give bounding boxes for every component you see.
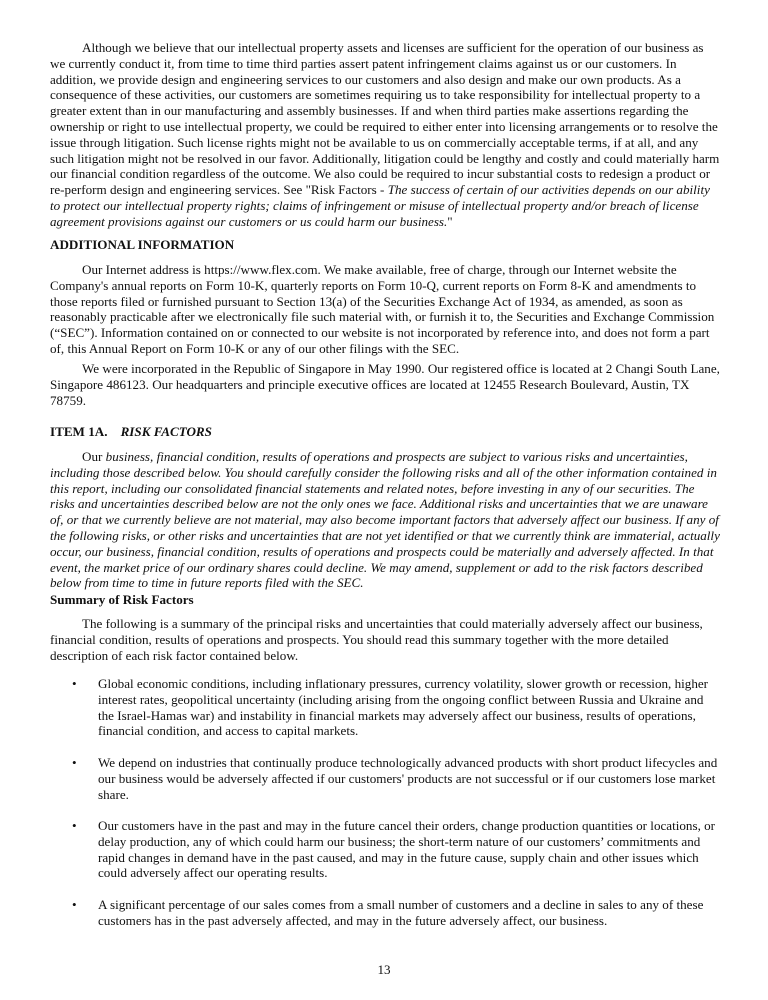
- bullet-text: A significant percentage of our sales comes from a small number of customers and a decline in sales to any of these customers has in the past adversely affected, and may in the future adversely affect, our business.: [98, 897, 704, 928]
- item-title: RISK FACTORS: [120, 424, 212, 439]
- ip-paragraph-text: Although we believe that our intellectual property assets and licenses are sufficient for the operation of our business as we currently conduct it, from time to time third parties assert patent infringement claims against us or our customers. In addition, we provide design and engineering services to our customers and also design and make our own products. As a consequence of these activities, our customers are sometimes requiring us to take responsibility for intellectual property to a greater extent than in our manufacturing and assembly businesses. If and when third parties make assertions regarding the ownership or right to use intellectual property, we could be required to either enter into licensing arrangements or to resolve the issue through litigation. Such license rights might not be available to us on commercially acceptable terms, if at all, and any such litigation might not be resolved in our favor. Additionally, litigation could be lengthy and costly and could materially harm our financial condition regardless of the outcome. We also could be required to incur substantial costs to redesign a product or re-perform design and engineering services. See "Risk Factors -: [50, 40, 720, 198]
- risk-factors-intro: [50, 449, 720, 591]
- additional-info-heading: ADDITIONAL INFORMATION: [50, 237, 235, 252]
- closing-quote: ": [447, 213, 453, 229]
- summary-heading: Summary of Risk Factors: [50, 592, 194, 607]
- intro-lead: Our: [82, 449, 106, 464]
- bullet-icon: •: [72, 897, 77, 912]
- intro-italic: business, financial condition, results of operations and prospects are subject to various risks and uncertainties, including those described below. You should carefully consider the following risks and all of the other information contained in this report, including our consolidated financial statements and related notes, before investing in any of our securities. The risks and uncertainties described below are not the only ones we face. Additional risks and uncertainties that we are unaware of, or that we currently believe are not material, may also become important factors that adversely affect our business. If any of the following risks, or other risks and uncertainties that are not yet identified or that we currently think are immaterial, actually occur, our business, financial condition, results of operations and prospects could be materially and adversely affected. In that event, the market price of our ordinary shares could decline. We may amend, supplement or add to the risk factors described below from time to time in future reports filed with the SEC.: [50, 449, 720, 591]
- internet-address-paragraph: Our Internet address is https://www.flex.com. We make available, free of charge, through our Internet website the Company's annual reports on Form 10-K, quarterly reports on Form 10-Q, current reports on Form 8-K and amendments to those reports filed or furnished pursuant to Section 13(a) of the Securities Exchange Act of 1934, as amended, as soon as reasonably practicable after we electronically file such material with, or furnish it to, the Securities and Exchange Commission (“SEC”). Information contained on or connected to our website is not incorporated by reference into, and does not form a part of, this Annual Report on Form 10-K or any of our other filings with the SEC.: [50, 262, 715, 356]
- bullet-icon: •: [72, 676, 77, 691]
- item-label: ITEM 1A.: [50, 424, 108, 439]
- page-number: 13: [377, 962, 391, 977]
- bullet-text: Our customers have in the past and may in the future cancel their orders, change production quantities or locations, or delay production, any of which could harm our business; the short-term nature of our customers’ commitments and rapid changes in demand have in the past caused, and may in the future cause, supply chain and other issues which could adversely affect our operating results.: [98, 818, 716, 881]
- bullet-icon: •: [72, 818, 77, 833]
- risk-factor-reference: The success of certain of our activities depends on our ability to protect our intellectual property rights; claims of infringement or misuse of intellectual property and/or breach of license agreement provisions against our customers or us could harm our business.: [50, 182, 710, 229]
- bullet-text: Global economic conditions, including inflationary pressures, currency volatility, slower growth or recession, higher interest rates, geopolitical uncertainty (including arising from the ongoing conflict between Russia and Ukraine and the Israel-Hamas war) and instability in financial markets may adversely affect our business, results of operations, financial condition, and access to capital markets.: [98, 676, 709, 739]
- ip-paragraph: [50, 40, 720, 230]
- summary-intro: The following is a summary of the principal risks and uncertainties that could materially adversely affect our business, financial condition, results of operations and prospects. You should read this summary together with the more detailed description of each risk factor contained below.: [50, 616, 703, 663]
- item-1a-heading: [50, 424, 720, 440]
- incorporation-paragraph: We were incorporated in the Republic of Singapore in May 1990. Our registered office is located at 2 Changi South Lane, Singapore 486123. Our headquarters and principle executive offices are located at 12455 Research Boulevard, Austin, TX 78759.: [50, 361, 720, 408]
- bullet-icon: •: [72, 755, 77, 770]
- bullet-text: We depend on industries that continually produce technologically advanced products with short product lifecycles and our business would be adversely affected if our customers' products are not successful or if our customers lose market share.: [98, 755, 718, 802]
